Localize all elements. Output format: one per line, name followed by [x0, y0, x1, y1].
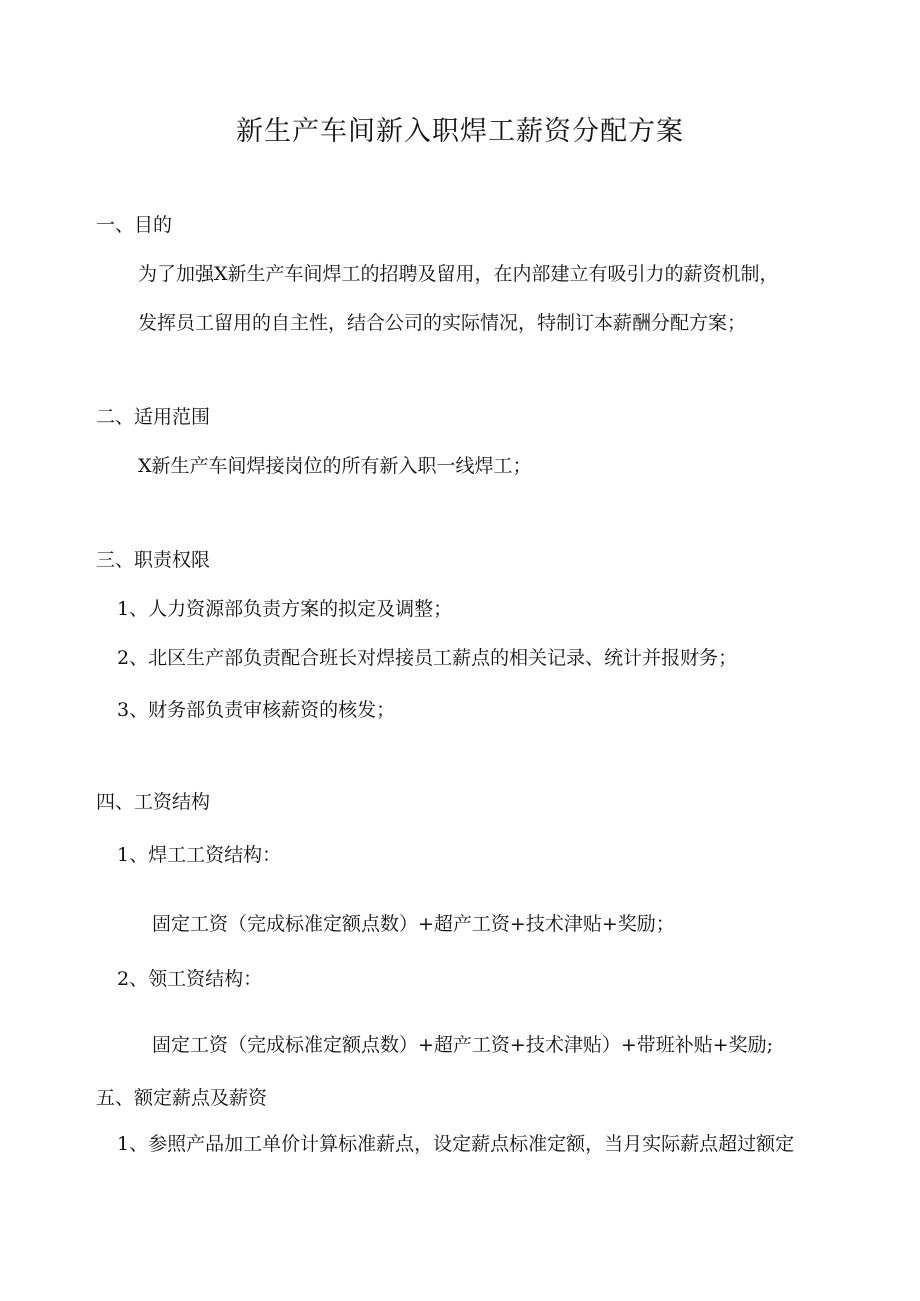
section-heading-duties: 三、职责权限 — [96, 549, 211, 571]
structure-list-item: 2、领工资结构： — [117, 968, 263, 990]
structure-list-item: 1、焊工工资结构： — [117, 844, 282, 866]
scope-paragraph-line: X新生产车间焊接岗位的所有新入职一线焊工； — [138, 455, 532, 477]
duties-list-item: 2、北区生产部负责配合班长对焊接员工薪点的相关记录、统计并报财务； — [117, 647, 738, 669]
purpose-paragraph-line: 发挥员工留用的自主性，结合公司的实际情况，特制订本薪酬分配方案； — [138, 312, 747, 334]
quota-list-item: 1、参照产品加工单价计算标准薪点，设定薪点标准定额，当月实际薪点超过额定 — [117, 1133, 795, 1155]
section-heading-purpose: 一、目的 — [96, 214, 173, 236]
section-heading-scope: 二、适用范围 — [96, 406, 211, 428]
duties-list-item: 3、财务部负责审核薪资的核发； — [117, 699, 396, 721]
duties-list-item: 1、人力资源部负责方案的拟定及调整； — [117, 598, 453, 620]
structure-formula: 固定工资（完成标准定额点数）+超产工资+技术津贴）+带班补贴+奖励; — [152, 1034, 774, 1056]
page-title: 新生产车间新入职焊工薪资分配方案 — [236, 116, 684, 147]
structure-formula: 固定工资（完成标准定额点数）+超产工资+技术津贴+奖励； — [152, 913, 675, 935]
purpose-paragraph-line: 为了加强X新生产车间焊工的招聘及留用，在内部建立有吸引力的薪资机制， — [138, 263, 779, 285]
section-heading-structure: 四、工资结构 — [96, 791, 211, 813]
section-heading-quota: 五、额定薪点及薪资 — [96, 1087, 268, 1109]
